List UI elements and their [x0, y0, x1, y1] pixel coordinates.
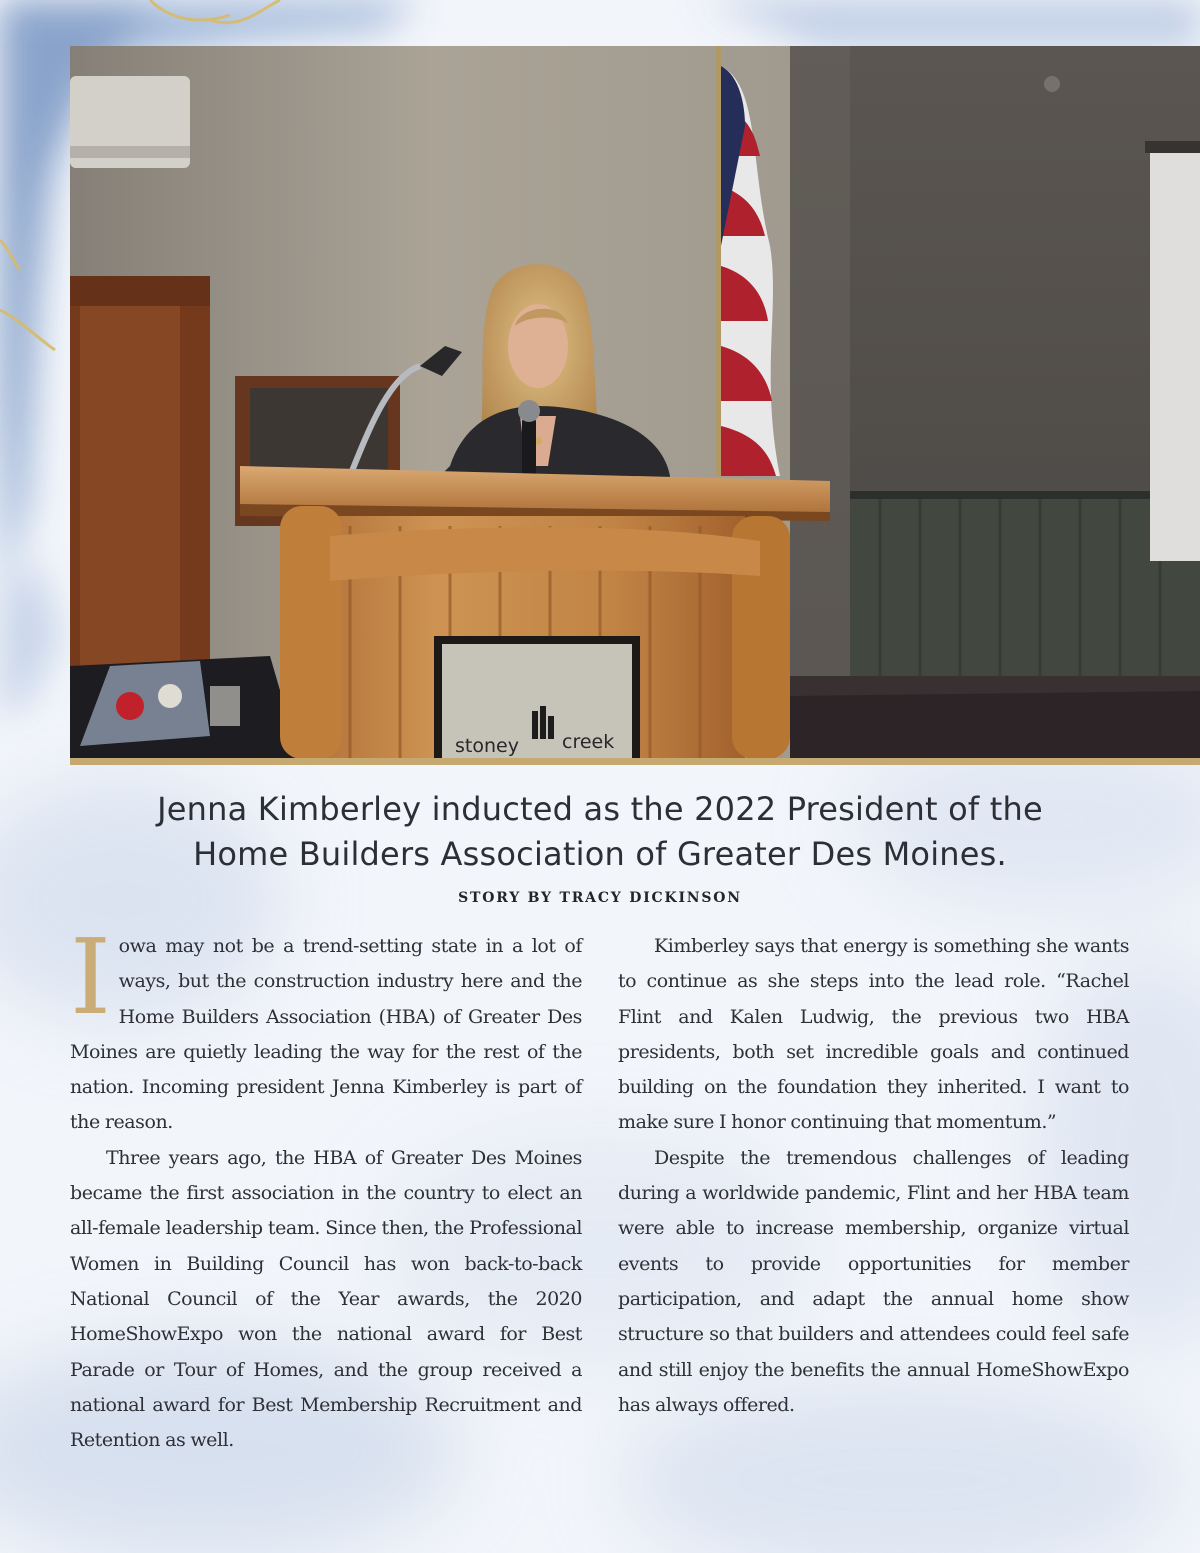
podium-photo [70, 46, 1200, 759]
paragraph-4: Despite the tremendous challenges of leading during a worldwide pandemic, Flint and her HBA team were able to increase membership, organize virtual events to provide opportunities for member participation, and adapt the annual home show structure so that builders and attendees could feel safe and still enjoy the benefits the annual HomeShowExpo has always offered. [618, 1146, 1129, 1416]
sign-left-word: stoney [455, 735, 519, 757]
article-column-left [70, 916, 582, 1458]
paragraph-1 [70, 916, 582, 1141]
podium-speaker-photo-icon [70, 46, 1200, 759]
headline-line-2: Home Builders Association of Greater Des Moines. [193, 835, 1007, 873]
paragraph-2: Three years ago, the HBA of Greater Des Moines became the first association in the country to elect an all-female leadership team. Since then, the Professional Women in Building Council has won back-to-back National Council of the Year awards, the 2020 HomeShowExpo won the national award for Best Parade or Tour of Homes, and the group received a national award for Best Membership Recruitment and Retention as well. [70, 1146, 582, 1452]
paragraph-1-text: owa may not be a trend-setting state in a lot of ways, but the construction industry here and the Home Builders Association (HBA) of Greater Des Moines are quietly leading the way for the rest of the nation. Incoming president Jenna Kimberley is part of the reason. [70, 935, 582, 1134]
byline: STORY BY TRACY DICKINSON [458, 890, 742, 906]
headline [70, 787, 1130, 877]
paragraph-3: Kimberley says that energy is something she wants to continue as she steps into the lead role. “Rachel Flint and Kalen Ludwig, the previous two HBA presidents, both set incredible goals and continued building on the foundation they inherited. I want to make sure I honor continuing that momentum.” [618, 935, 1129, 1134]
photo-divider-rule [70, 758, 1200, 765]
article-column-right [618, 929, 1129, 1423]
sign-right-word: creek [562, 731, 615, 753]
headline-line-1: Jenna Kimberley inducted as the 2022 President of the [157, 790, 1043, 828]
dropcap: I [70, 916, 111, 1038]
